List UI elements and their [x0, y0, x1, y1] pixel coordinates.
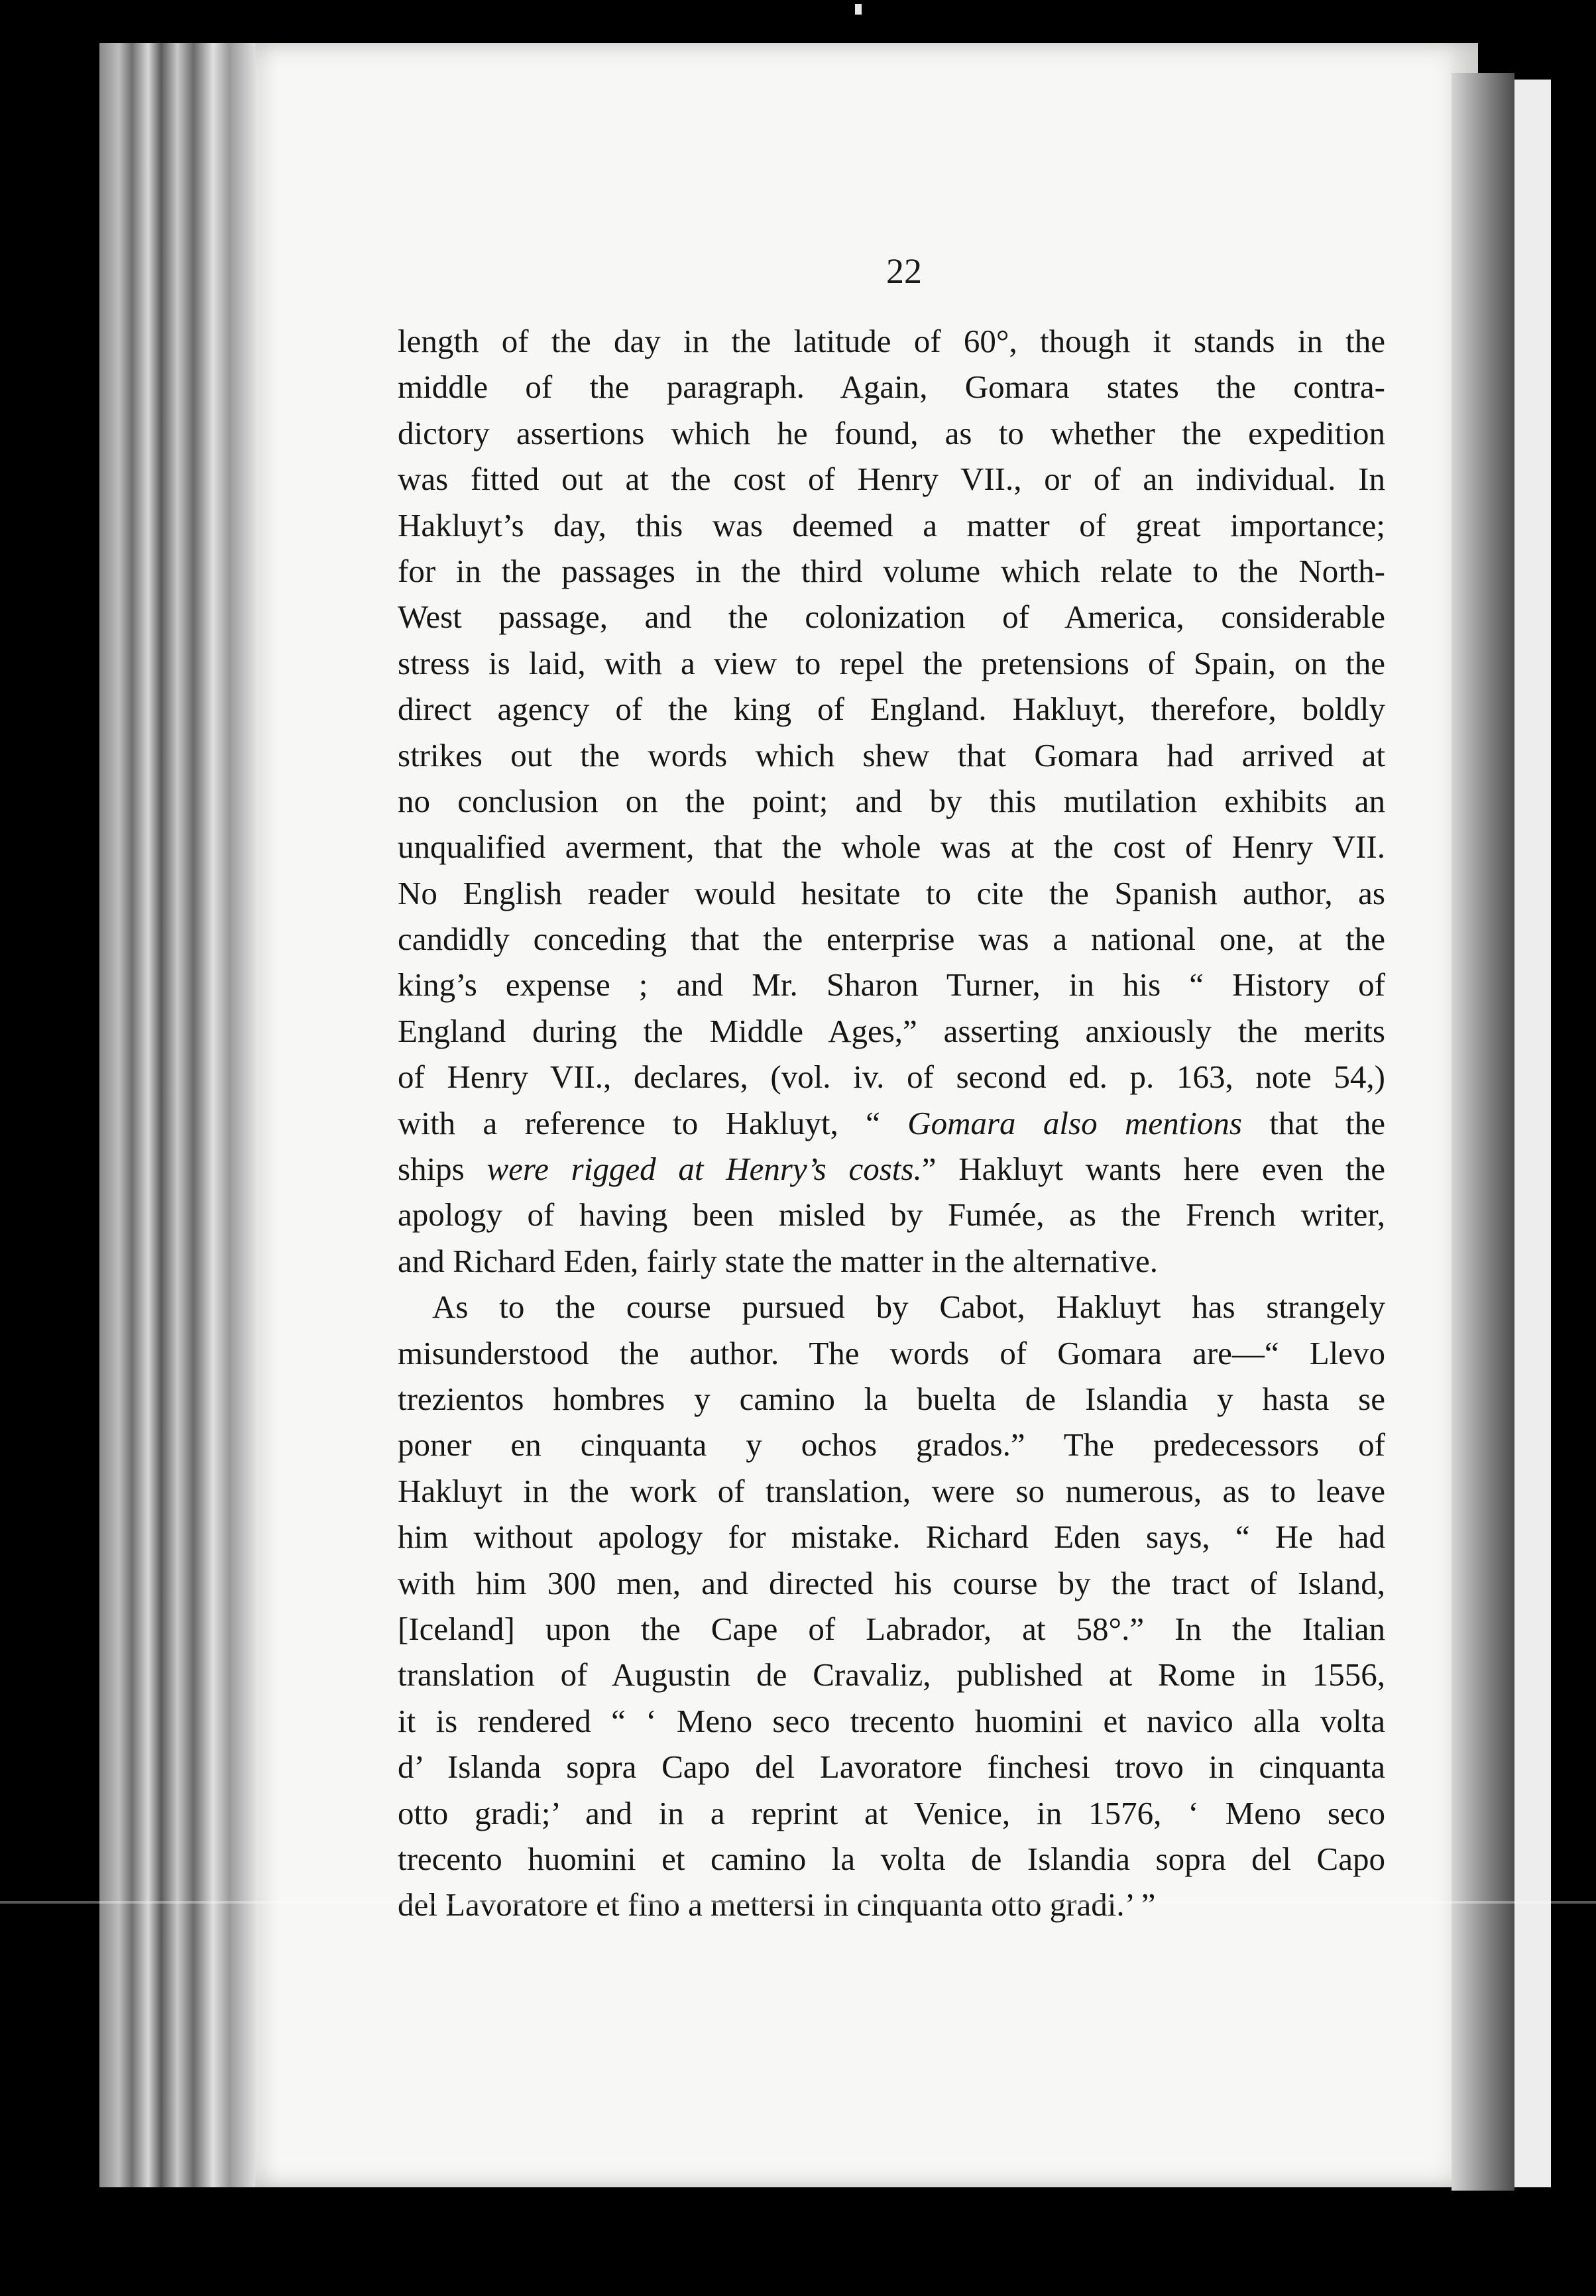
text-line [398, 456, 1385, 502]
text-line [398, 1836, 1385, 1882]
text-run: d’ Islanda sopra Capo del Lavoratore finchesi trovo in cinquanta [398, 1749, 1385, 1786]
text-run: and Richard Eden, fairly state the matter in the alternative. [398, 1242, 1158, 1279]
text-run: [Iceland] upon the Cape of Labrador, at 58°.” In the Italian [398, 1610, 1385, 1647]
text-line [398, 1422, 1385, 1467]
text-run: length of the day in the latitude of 60°, though it stands in the [398, 323, 1385, 359]
text-line [398, 1468, 1385, 1514]
text-line [398, 1698, 1385, 1744]
text-line [398, 1376, 1385, 1422]
text-line [398, 1560, 1385, 1606]
text-line [398, 1330, 1385, 1376]
book-page-edges [99, 43, 262, 2187]
text-run: poner en cinquanta y ochos grados.” The predecessors of [398, 1426, 1385, 1464]
text-run: England during the Middle Ages,” asserting anxiously the merits [398, 1012, 1385, 1049]
text-line [398, 548, 1385, 594]
page-number [0, 251, 1596, 292]
text-run: king’s expense ; and Mr. Sharon Turner, in his “ History of [398, 966, 1385, 1004]
text-line [398, 778, 1385, 824]
text-line [398, 640, 1385, 686]
italic-text: were rigged at Henry’s costs. [486, 1151, 922, 1188]
text-line [398, 916, 1385, 962]
text-line [398, 318, 1385, 364]
text-line [398, 1744, 1385, 1790]
text-line [398, 410, 1385, 456]
scan-line-artifact [0, 1901, 1596, 1904]
text-line [398, 364, 1385, 410]
text-run: strikes out the words which shew that Gomara had arrived at [398, 736, 1385, 774]
text-line [398, 1790, 1385, 1836]
text-run: As to the course pursued by Cabot, Hakluyt has strangely [432, 1289, 1385, 1326]
text-run: candidly conceding that the enterprise was a national one, at the [398, 921, 1385, 958]
text-line [398, 1514, 1385, 1560]
text-line [398, 870, 1385, 916]
text-line [398, 962, 1385, 1007]
text-line [398, 686, 1385, 732]
text-run: it is rendered “ ‘ Meno seco trecento huomini et navico alla volta [398, 1702, 1385, 1739]
text-run: him without apology for mistake. Richard Eden says, “ He had [398, 1519, 1385, 1556]
text-line [398, 732, 1385, 778]
text-run: Hakluyt in the work of translation, were so numerous, as to leave [398, 1472, 1385, 1509]
text-run: otto gradi;’ and in a reprint at Venice, in 1576, ‘ Meno seco [398, 1794, 1385, 1831]
text-run: was fitted out at the cost of Henry VII., or of an individual. In [398, 461, 1385, 498]
text-run: for in the passages in the third volume which relate to the North- [398, 552, 1385, 589]
italic-text: Gomara also mentions [907, 1104, 1242, 1141]
book-gutter-shadow [1452, 73, 1514, 2191]
text-line [398, 1054, 1385, 1100]
text-run: Hakluyt’s day, this was deemed a matter of great importance; [398, 506, 1385, 544]
text-line [398, 1100, 1385, 1146]
text-run: stress is laid, with a view to repel the pretensions of Spain, on the [398, 644, 1385, 681]
text-run: del Lavoratore et fino a mettersi in cinquanta otto gradi.’ ” [398, 1886, 1156, 1923]
text-run: no conclusion on the point; and by this mutilation exhibits an [398, 782, 1385, 819]
text-run: direct agency of the king of England. Hakluyt, therefore, boldly [398, 691, 1385, 728]
text-run: West passage, and the colonization of America, considerable [398, 599, 1385, 636]
text-run: of Henry VII., declares, (vol. iv. of second ed. p. 163, note 54,) [398, 1059, 1385, 1096]
text-line [398, 594, 1385, 640]
text-run: with a reference to Hakluyt, “ [398, 1104, 908, 1141]
text-run: apology of having been misled by Fumée, as the French writer, [398, 1196, 1385, 1234]
text-run: translation of Augustin de Cravaliz, published at Rome in 1556, [398, 1656, 1385, 1693]
facing-page-edge [1514, 80, 1551, 2187]
text-run: that the [1241, 1104, 1385, 1141]
text-line [398, 1238, 1385, 1284]
text-run: trezientos hombres y camino la buelta de Islandia y hasta se [398, 1380, 1385, 1417]
text-run: misunderstood the author. The words of Gomara are—“ Llevo [398, 1334, 1385, 1371]
text-run: middle of the paragraph. Again, Gomara states the contra- [398, 369, 1385, 406]
text-run: No English reader would hesitate to cite the Spanish author, as [398, 874, 1385, 911]
body-text [398, 318, 1385, 1928]
text-line [398, 824, 1385, 870]
text-line [398, 1652, 1385, 1697]
text-line [398, 1146, 1385, 1192]
text-run: unqualified averment, that the whole was at the cost of Henry VII. [398, 829, 1385, 866]
text-line [398, 1606, 1385, 1652]
text-run: trecento huomini et camino la volta de Islandia sopra del Capo [398, 1840, 1385, 1877]
text-line [398, 1192, 1385, 1237]
text-run: ships [398, 1151, 487, 1188]
text-line [398, 502, 1385, 548]
text-run: dictory assertions which he found, as to whether the expedition [398, 414, 1385, 451]
scan-artifact [855, 4, 862, 15]
text-line [398, 1008, 1385, 1054]
text-run: with him 300 men, and directed his course by the tract of Island, [398, 1564, 1385, 1601]
text-line [398, 1882, 1385, 1927]
text-line [398, 1284, 1385, 1330]
text-run: ” Hakluyt wants here even the [921, 1151, 1385, 1188]
page-number-text: 22 [886, 251, 922, 291]
